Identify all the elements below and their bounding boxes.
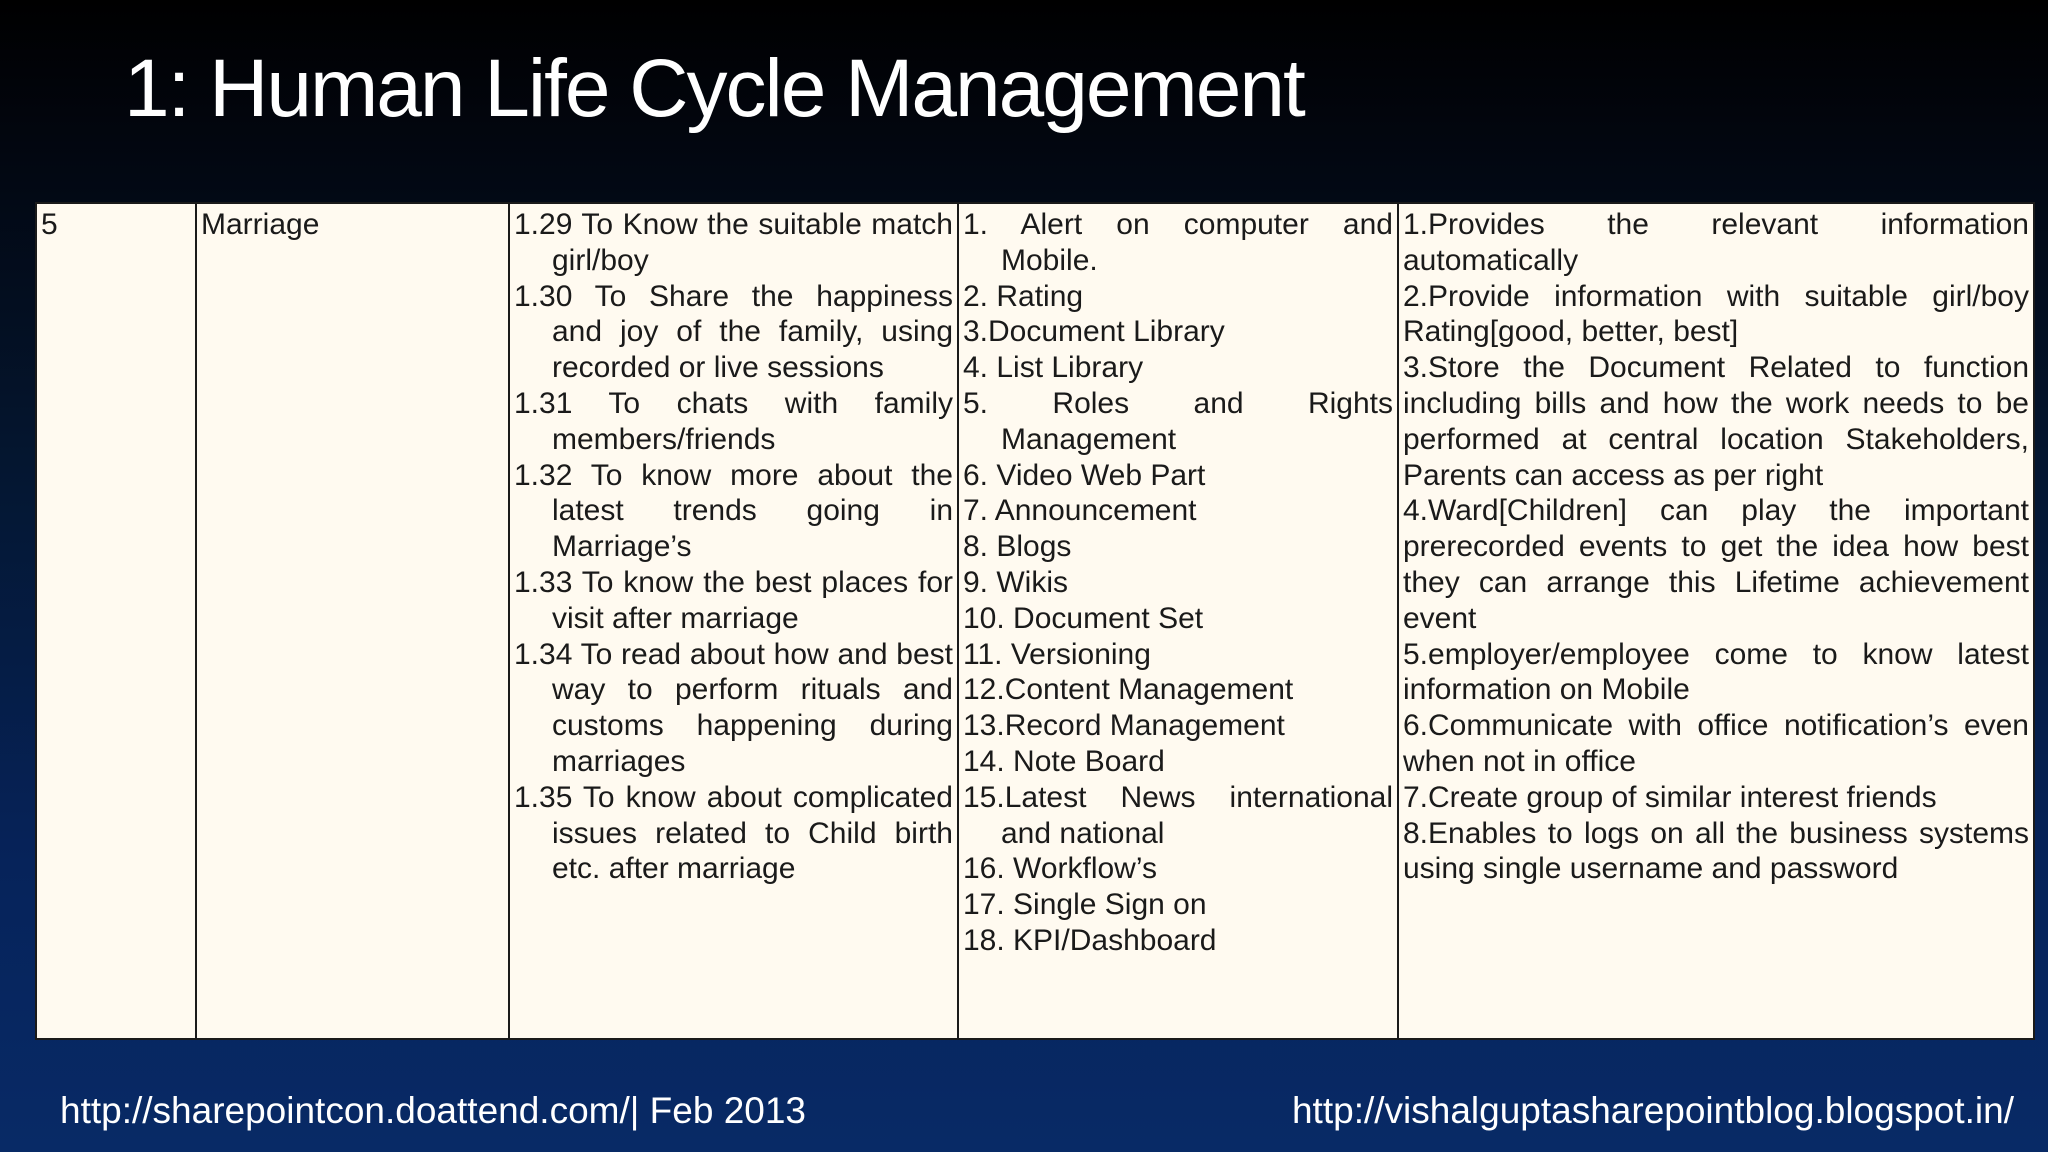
list-item: 1.34 To read about how and best way to perform rituals and customs happening during marriages [514,637,953,778]
list-item: 18. KPI/Dashboard [963,923,1217,957]
list-item: 7. Announcement [963,494,1197,528]
needs-cell [509,203,958,1039]
list-item: 1.29 To Know the suitable match girl/boy [514,208,953,277]
footer-left-url: http://sharepointcon.doattend.com/| Feb 2013 [60,1090,806,1131]
life-cycle-table [35,202,2035,1040]
stage-cell: Marriage [196,203,509,1039]
list-item: 4.Ward[Children] can play the important prerecorded events to get the idea how best they can arrange this Lifetime achievement event [1403,494,2029,635]
list-item: 6. Video Web Part [963,458,1206,492]
list-item: 9. Wikis [963,565,1068,599]
benefits-cell [1398,203,2034,1039]
list-item: 2. Rating [963,279,1084,313]
list-item: 3.Store the Document Related to function including bills and how the work needs to be performed at central location Stakeholders, Parents can access as per right [1403,351,2029,492]
list-item: 12.Content Management [963,673,1294,707]
footer-right-url: http://vishalguptasharepointblog.blogspot.in/ [1291,1090,2014,1131]
list-item: 2.Provide information with suitable girl/boy Rating[good, better, best] [1403,279,2029,349]
list-item: 1.31 To chats with family members/friends [514,386,953,456]
list-item: 8. Blogs [963,530,1072,564]
list-item: 1.Provides the relevant information automatically [1403,208,2029,277]
list-item: 6.Communicate with office notification’s even when not in office [1403,709,2029,778]
list-item: 16. Workflow’s [963,852,1157,886]
list-item: 5.employer/employee come to know latest information on Mobile [1403,637,2029,707]
list-item: 11. Versioning [963,637,1151,671]
list-item: 15.Latest News international and national [963,780,1393,850]
list-item: 1. Alert on computer and Mobile. [963,208,1393,277]
features-cell [958,203,1398,1039]
list-item: 1.32 To know more about the latest trends going in Marriage’s [514,458,953,564]
list-item: 10. Document Set [963,601,1204,635]
list-item: 13.Record Management [963,709,1285,743]
list-item: 17. Single Sign on [963,888,1207,922]
table-row [36,203,2034,1039]
list-item: 14. Note Board [963,744,1165,778]
slide-title: 1: Human Life Cycle Management [124,43,1304,134]
list-item: 1.30 To Share the happiness and joy of the family, using recorded or live sessions [514,279,953,385]
list-item: 8.Enables to logs on all the business systems using single username and password [1403,816,2029,886]
list-item: 3.Document Library [963,315,1225,349]
list-item: 7.Create group of similar interest friends [1403,780,1937,814]
list-item: 4. List Library [963,351,1144,385]
row-number-cell: 5 [36,203,196,1039]
list-item: 5. Roles and Rights Management [963,386,1393,456]
list-item: 1.35 To know about complicated issues related to Child birth etc. after marriage [514,780,953,886]
list-item: 1.33 To know the best places for visit after marriage [514,565,953,635]
